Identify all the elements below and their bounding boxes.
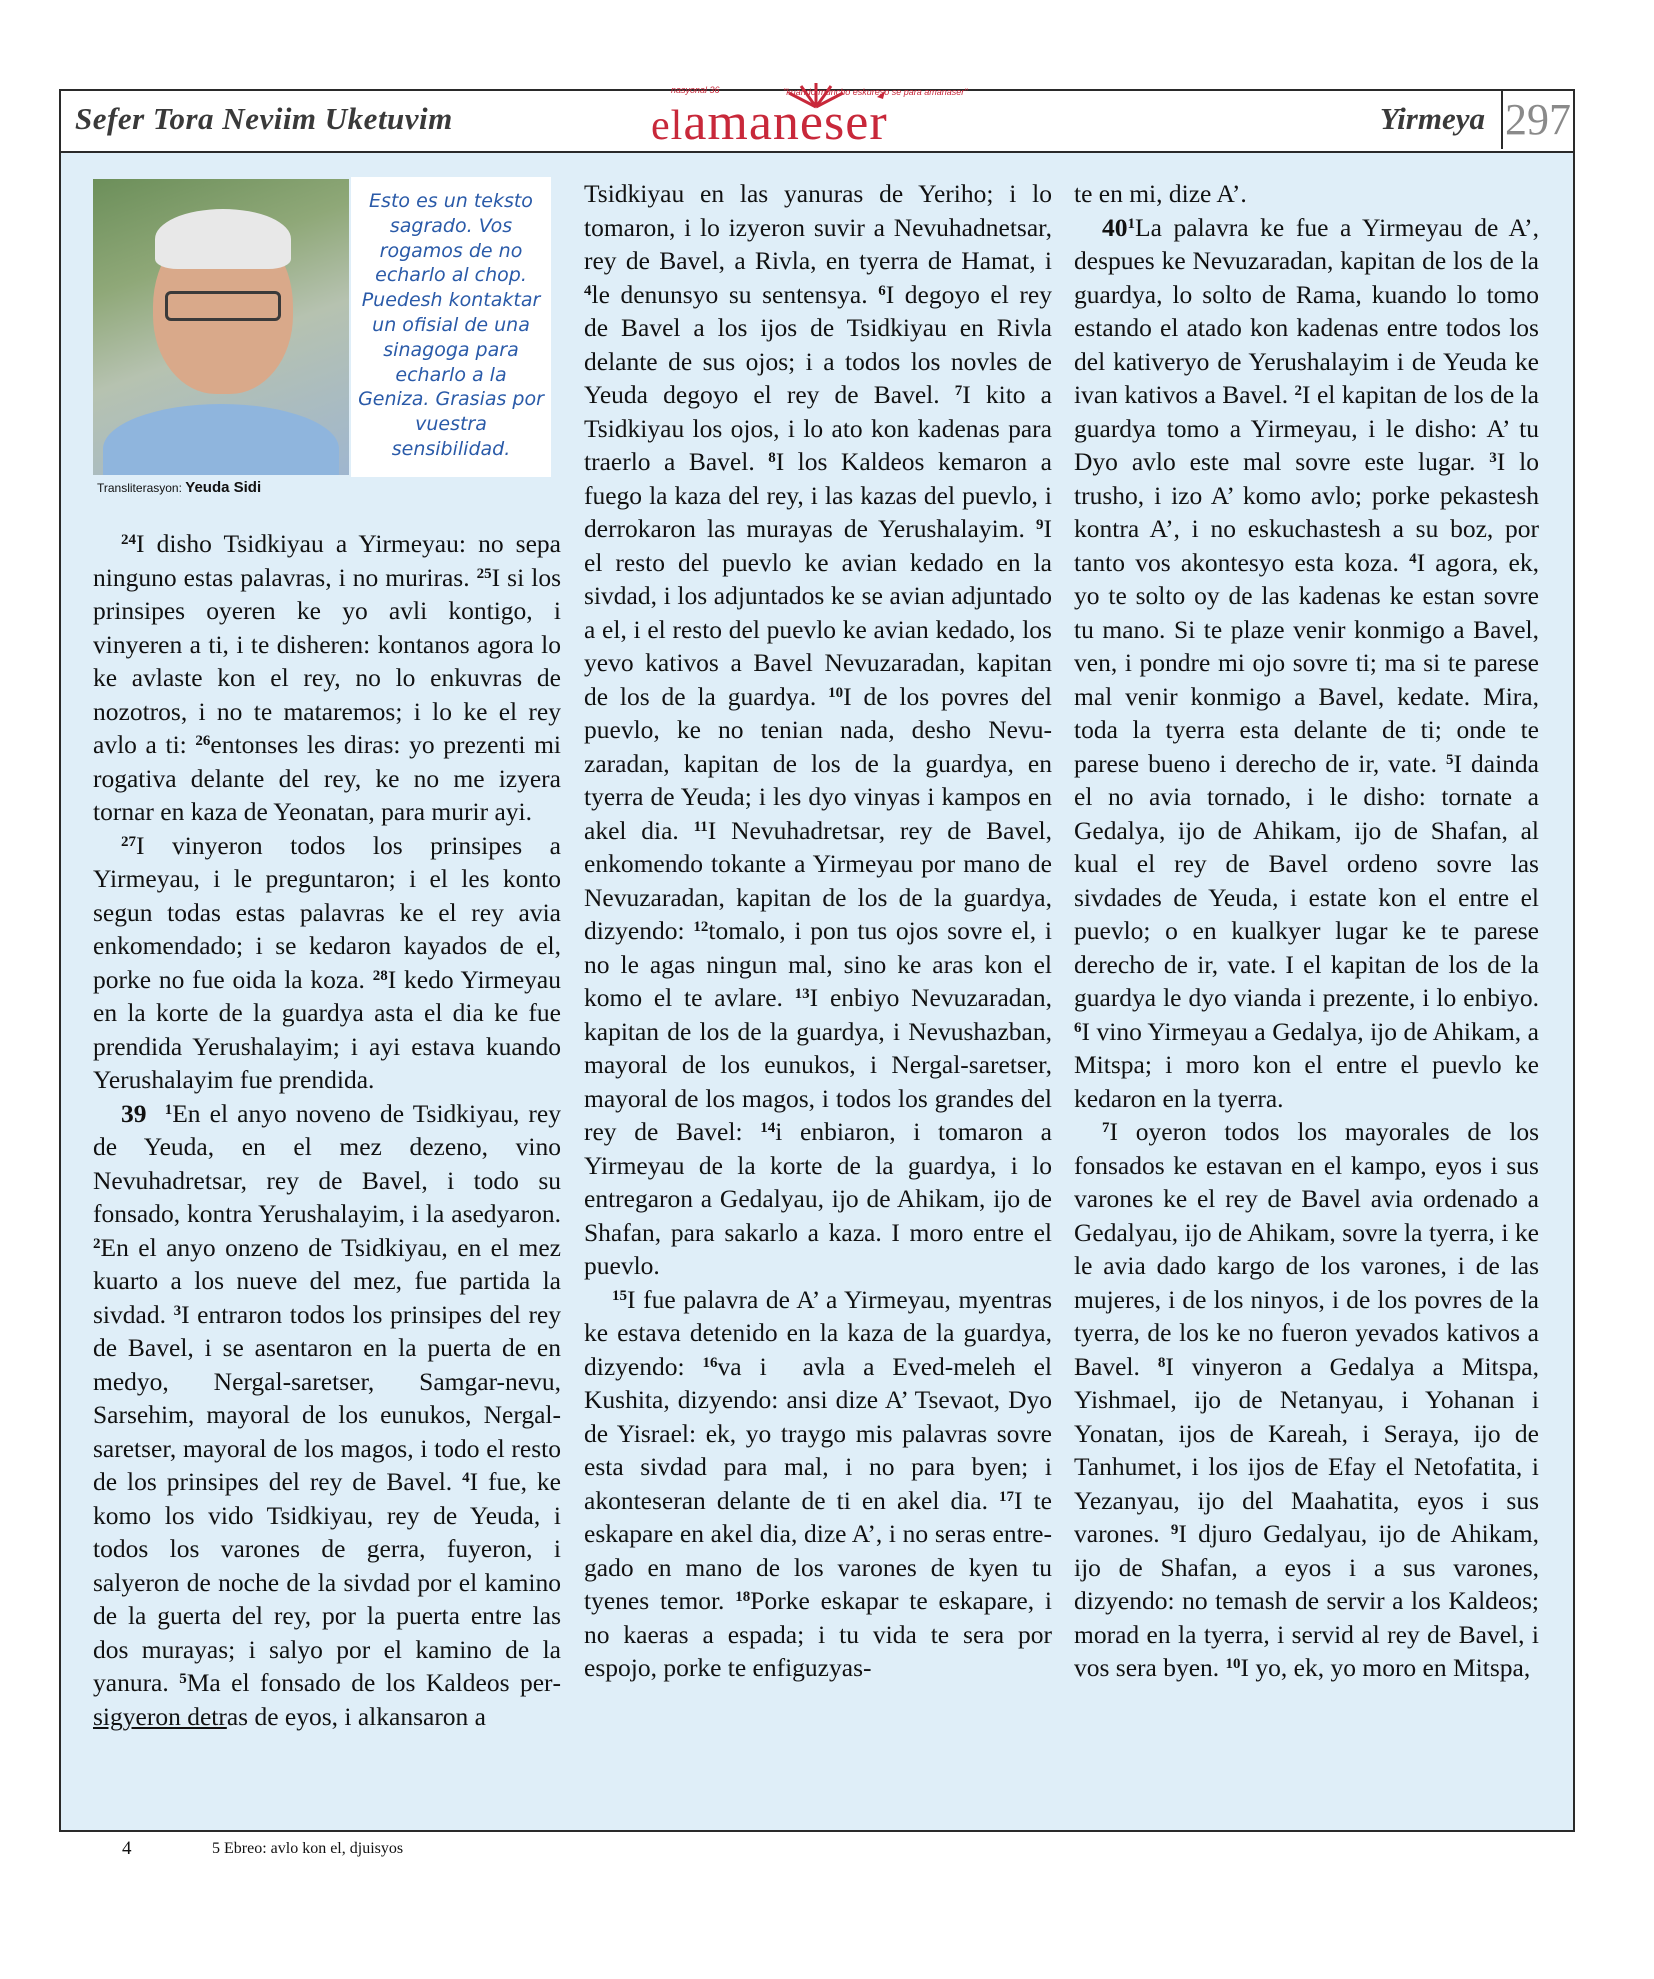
logo-tagline: "kuando muncho eskureso se para amanaser" xyxy=(783,87,968,97)
logo-wordmark: elamaneser xyxy=(651,94,888,151)
sacred-text-notice: Esto es un teksto sagrado. Vos rogamos de no echarlo al chop. Puedesh kontaktar un ofisial de una sinagoga para echarlo a la Geniza. Grasias por vuestra sensibilidad. xyxy=(358,190,544,460)
paragraph: te en mi, dize A’. xyxy=(1074,179,1247,208)
book-title: Sefer Tora Neviim Uketuvim xyxy=(75,101,453,136)
paragraph: $40^1La$ palavra ke fue a Yirmeyau de A’, despues ke Nevuzaradan, kapitan de los de la guardya, lo solto de Rama, kuando lo tomo estando el atado kon kadenas entre todos los del kativeryo de Yerushalayim i de Yeuda ke ivan kativos a Bavel. $^2$I el kapitan de los de la guardya tomo a Yirmeyau, i le disho: A’ tu Dyo avlo este mal sovre este lugar. $^3$I lo trusho, i izo A’ komo avlo; porke pekastesh kontra A’, i no eskuchastesh a su boz, por tanto vos akontesyo esta koza. $^4$I agora, ek, yo te solto oy de las kadenas ke estan sovre tu mano. Si te plaze venir konmigo a Bavel, ven, i pondre mi ojo sovre ti; ma si te parese mal venir konmigo a Bavel, kedate. Mira, toda la tyerra esta delante de ti; onde te parese bueno i derecho de ir, vate. $^5$I dainda el no avia tornado, i le disho: tornate a Gedalya, ijo de Ahikam, ijo de Shafan, al kual el rey de Bavel ordeno sovre las sivdades de Yeuda, i estate kon el entre el puevlo; o en kualkyer lugar ke te parese derecho de ir, vate. I el kapitan de los de la guardya le dyo vianda i prezente, i lo enbiyo. $^6$I vino Yirmeyau a Gedalya, ijo de Ahikam, a Mitspa; i moro kon el entre el puevlo ke kedaron en la tyerra. xyxy=(1074,212,1539,1113)
page-header xyxy=(61,85,1573,153)
page-frame xyxy=(59,85,1575,1832)
paragraph: Tsidkiyau en las yanuras de Yeriho; i lo tomaron, i lo izyeron suvir a Nevuhadnetsar, rey de Bavel, a Rivla, en tyerra de Hamat, i $^4$le denunsyo su sentensya. $^6$I degoyo el rey de Bavel a los ijos de Tsidkiyau en Rivla delante de sus ojos; i a todos los novles de Yeuda degoyo el rey de Bavel. $^7$I kito a Tsidkiyau los ojos, i lo ato kon kadenas para traerlo a Bavel. $^8$I los Kaldeos kemaron a fuego la kaza del rey, i las kazas del puevlo, i derrokaron las murayas de Yerushalayim. $^9$I el resto del puevlo ke avian kedado en la sivdad, i los adjuntados ke se avian adjuntado a el, i el resto del puevlo ke avian kedado, los yevo kativos a Bavel Nevuzaradan, kapitan de los de la guardya. $^{10}$I de los povres del puevlo, ke no tenian nada, desho Nevuzaradan, kapitan de los de la guardya, en tyerra de Yeuda; i les dyo vinyas i kampos en akel dia. $^{11}$I Nevuhadretsar, rey de Bavel, enkomendo tokante a Yirmeyau por mano de Nevuzaradan, kapitan de los de la guardya, dizyendo: $^{12}$tomalo, i pon tus ojos sovre el, i no le agas ningun mal, sino ke aras kon el komo el te avlare. $^{13}$I enbiyo Nevuzaradan, kapitan de los de la guardya, i Nevushazban, mayoral de los eunukos, i Nergal-saretser, mayoral de los magos, i todos los grandes del rey de Bavel: $^{14}$i enbiaron, i tomaron a Yirmeyau de la korte de la guardya, i lo entregaron a Gedalyau, ijo de Ahikam, ijo de Shafan, para sakarlo a kaza. I moro entre el puevlo. xyxy=(584,179,1053,1280)
paragraph: $^{27}$I vinyeron todos los prinsipes a Yirmeyau, i le preguntaron; i el les konto segun todas estas palavras ke el rey avia enkomendado; i se kedaron kayados de el, porke no fue oida la koza. $^{28}$I kedo Yirmeyau en la korte de la guardya asta el dia ke fue prendida Yerushalayim; i ayi estava kuando Yerushalayim fue prendida. xyxy=(93,830,562,1094)
paragraph: $^{15}$I fue palavra de A’ a Yirmeyau, myentras ke estava detenido en la kaza de la guardya, dizyendo: $^{16}$va i avla a Eved-meleh el Kushita, dizyendo: ansi dize A’ Tsevaot, Dyo de Yisrael: ek, yo traygo mis palavras sovre esta sivdad para mal, i no para byen; i akonteseran delante de ti en akel dia. $^{17}$I te eskapare en akel dia, dize A’, i no seras entregado en mano de los varones de kyen tu tyenes temor. $^{18}$Porke eskapar te eskapare, i no kaeras a espada; i tu vida te sera por espojo, porke te enfiguzyas- xyxy=(584,1284,1053,1682)
footer-column-number: 4 xyxy=(122,1838,132,1859)
photo-caption xyxy=(97,479,261,496)
sacred-text-notice-box xyxy=(351,177,551,477)
footnote: 5 Ebreo: avlo kon el, djuisyos xyxy=(212,1840,404,1857)
caption-name: Yeuda Sidi xyxy=(185,479,262,496)
caption-label: Transliterasyon: xyxy=(97,481,182,495)
paragraph: $^{24}$I disho Tsidkiyau a Yirmeyau: no sepa ninguno estas palavras, i no muriras. $^{25}$I si los prinsipes oyeren ke yo avli kontigo, i vinyeren a ti, i te disheren: kontanos agora lo ke avlaste kon el rey, no lo enkuvras de nozotros, i no te mataremos; i lo ke el rey avlo a ti: $^{26}$entonses les diras: yo prezenti mi rogativa delante del rey, ke no me izyera tornar en kaza de Yeonatan, para murir ayi. xyxy=(93,529,561,826)
text-column-3 xyxy=(1074,177,1539,1685)
page-number: 297 xyxy=(1501,91,1573,149)
text-column-2 xyxy=(584,177,1052,1685)
chapter-book-name: Yirmeya xyxy=(1379,101,1485,136)
logo-small-text: nasyonal 36 xyxy=(671,85,720,95)
text-column-1 xyxy=(93,527,561,1733)
author-photo xyxy=(93,179,349,475)
paragraph: 39 $^1$En el anyo noveno de Tsidkiyau, rey de Yeuda, en el mez dezeno, vino Nevuhadretsar, rey de Bavel, i todo su fonsado, kontra Yerushalayim, i la asedyaron. $^2$En el anyo onzeno de Tsidkiyau, en el mez kuarto a los nueve del mez, fue partida la sivdad. $^3$I entraron todos los prinsipes del rey de Bavel, i se asentaron en la puerta de en medyo, Nergal-saretser, Samgar-nevu, Sarsehim, mayoral de los eunukos, Nergal-saretser, mayoral de los magos, i todo el resto de los prinsipes del rey de Bavel. $^4$I fue, ke komo los vido Tsidkiyau, rey de Yeuda, i todos los varones de gerra, fuyeron, i salyeron de noche de la sivdad por el kamino de la guerta del rey, por la puerta entre las dos murayas; i salyo por el kamino de la yanura. $^5$Ma el fonsado de los Kaldeos persigyeron detras de eyos, i alkansaron a xyxy=(93,1098,561,1731)
newspaper-logo xyxy=(651,77,981,151)
paragraph: $^7$I oyeron todos los mayorales de los fonsados ke estavan en el kampo, eyos i sus varones ke el rey de Bavel avia ordenado a Gedalyau, ijo de Ahikam, sovre la tyerra, i ke le avia dado kargo de los varones, i de las mujeres, i de los ninyos, i de los povres de la tyerra, de los ke no fueron yevados kativos a Bavel. $^8$I vinyeron a Gedalya a Mitspa, Yishmael, ijo de Netanyau, i Yohanan i Yonatan, ijos de Kareah, i Seraya, ijo de Tanhumet, i los ijos de Efay el Netofatita, i Yezanyau, ijo del Maahatita, eyos i sus varones. $^9$I djuro Gedalyau, ijo de Ahikam, ijo de Shafan, a eyos i a sus varones, dizyendo: no temash de servir a los Kaldeos; morad en la tyerra, i servid al rey de Bavel, i vos sera byen. $^{10}$I yo, ek, yo moro en Mitspa, xyxy=(1074,1117,1540,1682)
page-body xyxy=(61,153,1573,1830)
